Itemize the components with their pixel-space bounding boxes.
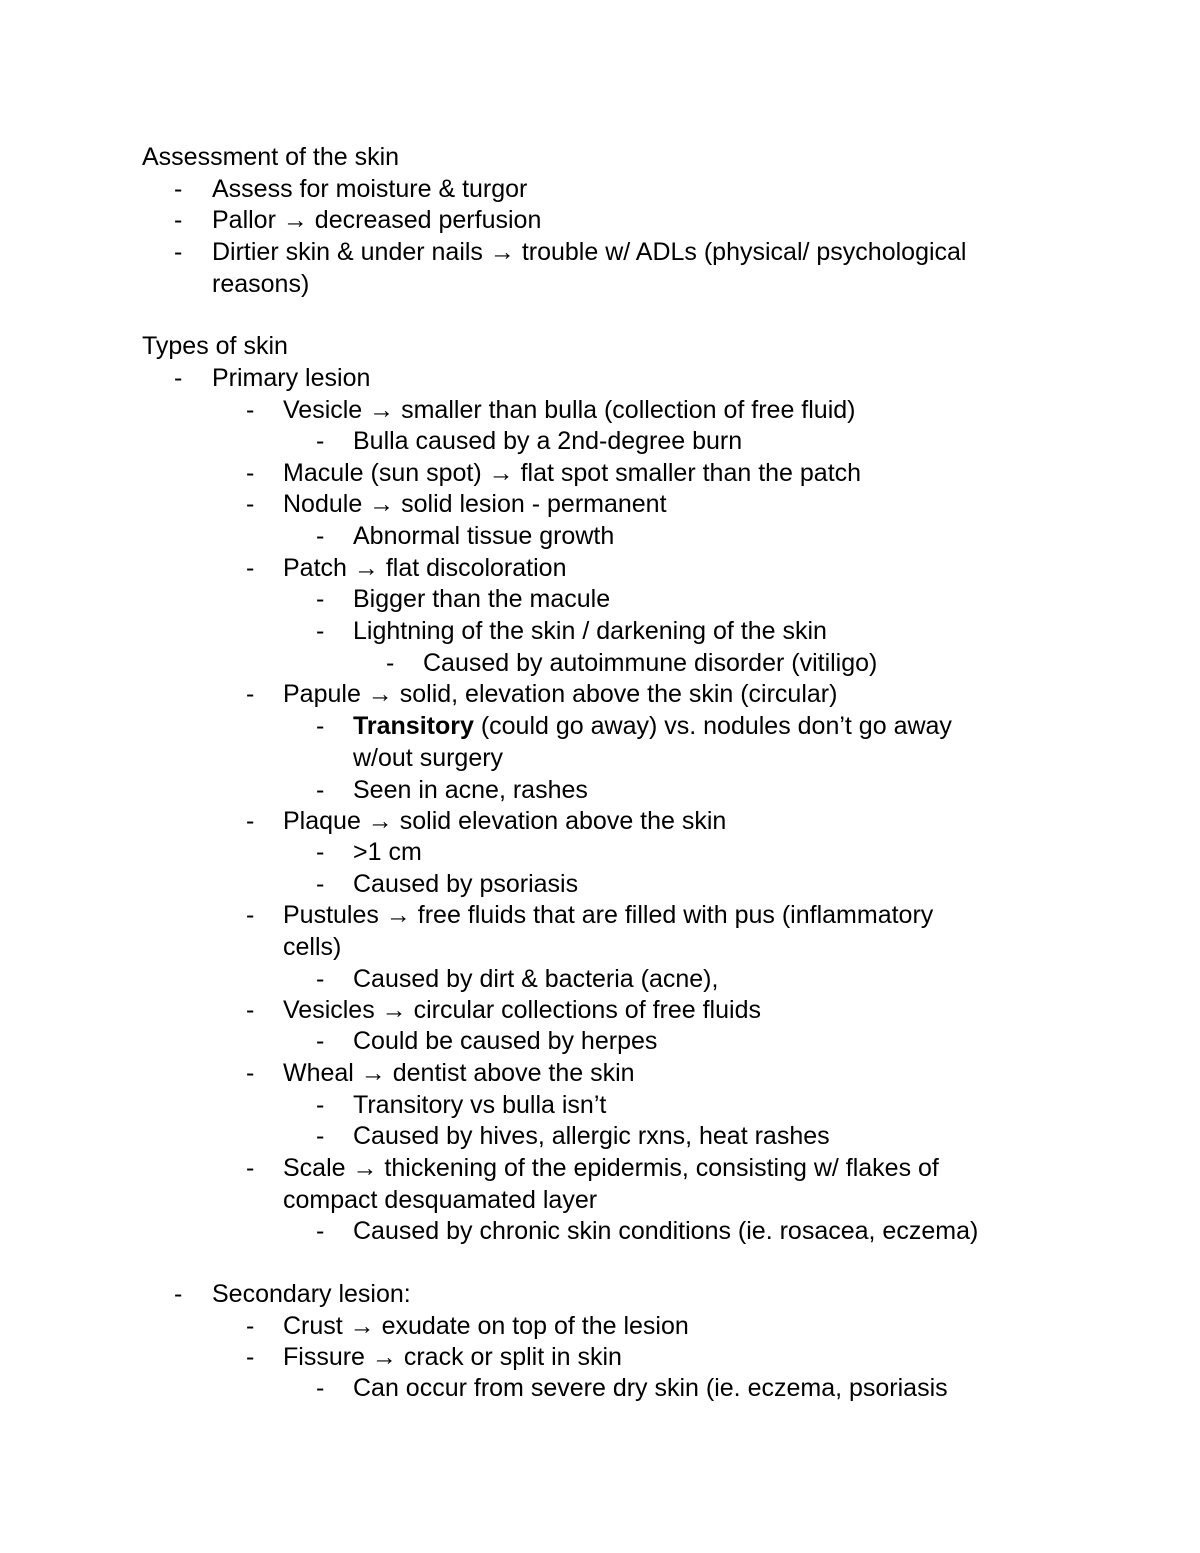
bullet-dash: - bbox=[316, 1091, 325, 1119]
list-item-continuation: w/out surgery bbox=[353, 744, 504, 772]
bullet-dash: - bbox=[316, 838, 325, 866]
list-item: Patch → flat discoloration bbox=[283, 554, 567, 582]
list-item-continuation: reasons) bbox=[212, 270, 310, 298]
heading-types: Types of skin bbox=[142, 332, 288, 360]
list-item: Vesicle → smaller than bulla (collection of free fluid) bbox=[283, 396, 856, 424]
bullet-dash: - bbox=[316, 1122, 325, 1150]
list-item: Wheal → dentist above the skin bbox=[283, 1059, 635, 1087]
bold-term: Transitory bbox=[353, 712, 474, 740]
bullet-dash: - bbox=[316, 522, 325, 550]
list-item: Caused by chronic skin conditions (ie. rosacea, eczema) bbox=[353, 1217, 979, 1245]
bullet-dash: - bbox=[316, 585, 325, 613]
bullet-dash: - bbox=[316, 427, 325, 455]
list-item: Caused by hives, allergic rxns, heat rashes bbox=[353, 1122, 830, 1150]
list-item: Fissure → crack or split in skin bbox=[283, 1343, 622, 1371]
bullet-dash: - bbox=[316, 965, 325, 993]
bullet-dash: - bbox=[246, 807, 255, 835]
list-item: Caused by psoriasis bbox=[353, 870, 579, 898]
bullet-dash: - bbox=[246, 680, 255, 708]
list-item: >1 cm bbox=[353, 838, 422, 866]
bullet-dash: - bbox=[316, 870, 325, 898]
list-item-primary: Primary lesion bbox=[212, 364, 371, 392]
list-item-continuation: compact desquamated layer bbox=[283, 1186, 598, 1214]
list-item: Caused by autoimmune disorder (vitiligo) bbox=[423, 649, 878, 677]
list-item: Bulla caused by a 2nd-degree burn bbox=[353, 427, 743, 455]
list-item: Transitory vs bulla isn’t bbox=[353, 1091, 607, 1119]
bullet-dash: - bbox=[246, 1059, 255, 1087]
list-item: Assess for moisture & turgor bbox=[212, 175, 528, 203]
bullet-dash: - bbox=[246, 490, 255, 518]
list-item-continuation: cells) bbox=[283, 933, 342, 961]
bullet-dash: - bbox=[246, 1312, 255, 1340]
list-item: Vesicles → circular collections of free fluids bbox=[283, 996, 761, 1024]
bullet-dash: - bbox=[174, 175, 183, 203]
bullet-dash: - bbox=[316, 617, 325, 645]
list-item: Caused by dirt & bacteria (acne), bbox=[353, 965, 719, 993]
bullet-dash: - bbox=[316, 712, 325, 740]
list-item: Abnormal tissue growth bbox=[353, 522, 615, 550]
list-item: Pallor → decreased perfusion bbox=[212, 206, 542, 234]
bullet-dash: - bbox=[246, 554, 255, 582]
bullet-dash: - bbox=[246, 1343, 255, 1371]
bullet-dash: - bbox=[174, 1280, 183, 1308]
list-item: Papule → solid, elevation above the skin (circular) bbox=[283, 680, 838, 708]
list-item: Crust → exudate on top of the lesion bbox=[283, 1312, 689, 1340]
list-item: Plaque → solid elevation above the skin bbox=[283, 807, 727, 835]
bullet-dash: - bbox=[316, 776, 325, 804]
bullet-dash: - bbox=[386, 649, 395, 677]
bullet-dash: - bbox=[246, 996, 255, 1024]
list-item: Nodule → solid lesion - permanent bbox=[283, 490, 667, 518]
bullet-dash: - bbox=[316, 1217, 325, 1245]
list-item: Pustules → free fluids that are filled with pus (inflammatory bbox=[283, 901, 934, 929]
list-item: Seen in acne, rashes bbox=[353, 776, 588, 804]
bullet-dash: - bbox=[246, 1154, 255, 1182]
bullet-dash: - bbox=[246, 459, 255, 487]
list-item-secondary: Secondary lesion: bbox=[212, 1280, 411, 1308]
item-text: (could go away) vs. nodules don’t go away bbox=[473, 712, 952, 740]
bullet-dash: - bbox=[246, 396, 255, 424]
list-item: Could be caused by herpes bbox=[353, 1027, 658, 1055]
list-item: Macule (sun spot) → flat spot smaller than the patch bbox=[283, 459, 862, 487]
bullet-dash: - bbox=[316, 1374, 325, 1402]
list-item: Lightning of the skin / darkening of the skin bbox=[353, 617, 827, 645]
list-item: Can occur from severe dry skin (ie. eczema, psoriasis bbox=[353, 1374, 948, 1402]
heading-assessment: Assessment of the skin bbox=[142, 143, 400, 171]
bullet-dash: - bbox=[174, 238, 183, 266]
list-item: Dirtier skin & under nails → trouble w/ ADLs (physical/ psychological bbox=[212, 238, 967, 266]
bullet-dash: - bbox=[316, 1027, 325, 1055]
bullet-dash: - bbox=[246, 901, 255, 929]
list-item: Bigger than the macule bbox=[353, 585, 611, 613]
list-item bbox=[353, 711, 952, 742]
list-item: Scale → thickening of the epidermis, consisting w/ flakes of bbox=[283, 1154, 939, 1182]
bullet-dash: - bbox=[174, 364, 183, 392]
bullet-dash: - bbox=[174, 206, 183, 234]
